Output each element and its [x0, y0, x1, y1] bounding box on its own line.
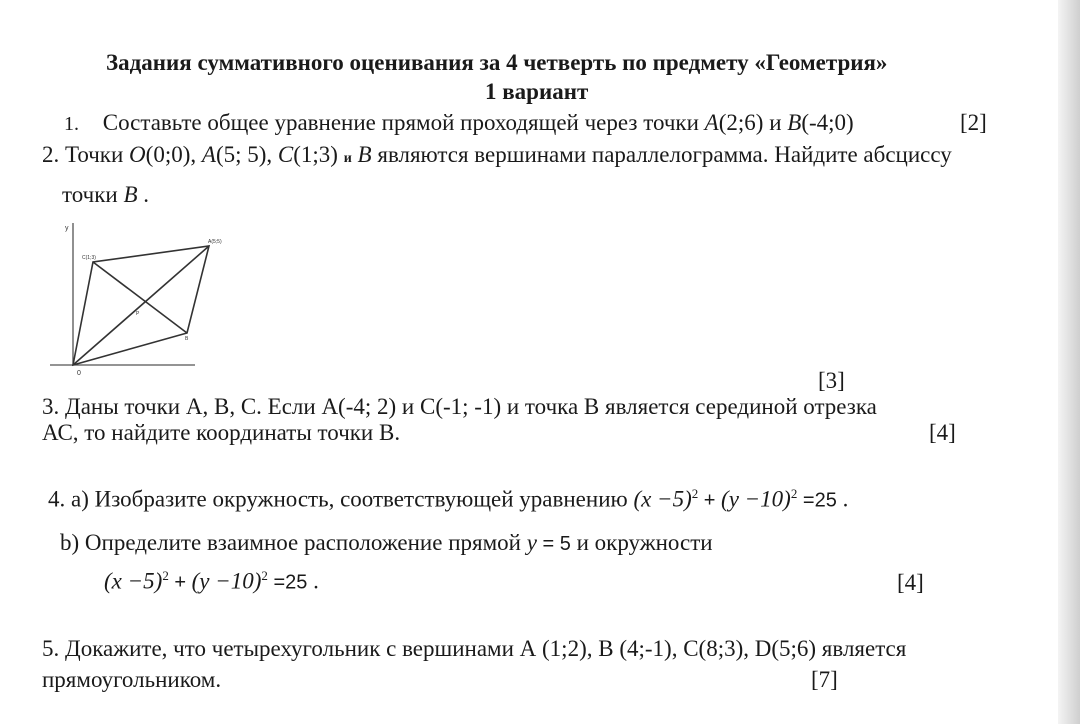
task-1-point-a: A [704, 110, 719, 135]
point-c-label: C(1;3) [82, 255, 96, 261]
point-p-label: P [136, 311, 140, 317]
task-4a [48, 486, 848, 513]
task-1-and: и [763, 110, 788, 135]
task-1-point-b: B [787, 110, 802, 135]
task-2-and: и [343, 151, 352, 166]
task-1 [64, 110, 854, 136]
task-5-line-2: прямоугольником. [42, 667, 222, 692]
task-4b-text: b) Определите взаимное расположение прямой [60, 530, 527, 555]
task-4b-eq: = 5 [536, 533, 571, 555]
task-2-point-a: A [201, 142, 216, 167]
task-3-line-1: 3. Даны точки А, В, С. Если А(-4; 2) и С(-1; -1) и точка В является серединой отрезка [42, 394, 877, 419]
task-4a-sup-x: 2 [691, 486, 699, 501]
task-4a-eq-value: =25 [797, 489, 837, 512]
task-1-point-a-coords: (2;6) [718, 110, 764, 135]
task-1-score: [2] [960, 110, 987, 135]
task-2-line-2-dot: . [137, 182, 150, 207]
page-edge [1058, 0, 1080, 724]
task-1-text: Составьте общее уравнение прямой проходящей через точки [102, 110, 705, 135]
task-4b-sup-x: 2 [162, 568, 169, 583]
task-2-line-2-text: точки [62, 182, 124, 207]
point-b-label: B [185, 336, 189, 342]
task-4b-equation [104, 568, 319, 595]
task-2-point-o-coords: (0;0), [145, 142, 202, 167]
task-2-point-c-coords: (1;3) [293, 142, 344, 167]
variant-label: 1 вариант [485, 79, 589, 104]
task-4b-plus: + [168, 571, 192, 594]
task-2-point-a-coords: (5; 5), [215, 142, 278, 167]
task-2-text-a: Точки [65, 142, 130, 167]
parallelogram-figure [40, 215, 230, 385]
origin-label: 0 [77, 370, 81, 377]
task-4b-eq-value: =25 [267, 571, 308, 594]
task-1-number: 1. [64, 113, 79, 135]
task-4a-text: 4. а) Изобразите окружность, соответствующей уравнению [48, 486, 634, 512]
task-2-text-b: являются вершинами параллелограмма. Найдите абсциссу [371, 142, 952, 167]
task-4a-eq-x: (x −5) [633, 486, 692, 512]
task-4-score: [4] [897, 570, 924, 595]
task-4a-dot: . [836, 486, 849, 512]
task-4b-y: y [526, 530, 537, 555]
task-2-line-2-point-b: B [123, 182, 138, 207]
task-4a-plus: + [698, 489, 722, 512]
task-4b [60, 530, 713, 556]
task-4b-eq-x: (x −5) [104, 568, 163, 594]
task-4b-eq-y: (y −10) [191, 568, 262, 594]
task-2-line-2 [62, 182, 149, 208]
worksheet-title: Задания суммативного оценивания за 4 четверть по предмету «Геометрия» [106, 50, 888, 75]
task-4a-sup-y: 2 [790, 486, 798, 501]
task-3-line-2: АС, то найдите координаты точки В. [42, 420, 401, 445]
point-a-label: A(5;5) [208, 239, 222, 245]
task-4b-sup-y: 2 [261, 568, 268, 583]
y-axis-label: y [65, 225, 69, 232]
task-2-point-c: C [277, 142, 294, 167]
task-4b-rest: и окружности [570, 530, 713, 555]
task-3-score: [4] [929, 420, 956, 445]
task-4b-dot: . [307, 568, 319, 594]
task-1-point-b-coords: (-4;0) [801, 110, 854, 135]
task-4a-eq-y: (y −10) [721, 486, 791, 512]
task-2-line-1 [42, 142, 952, 168]
task-5-score: [7] [811, 667, 838, 692]
task-2-point-o: O [129, 142, 146, 167]
diagonal-cb [93, 262, 187, 333]
task-5-line-1: 5. Докажите, что четырехугольник с вершинами А (1;2), В (4;-1), С(8;3), D(5;6) является [42, 636, 907, 661]
task-2-score: [3] [818, 368, 845, 393]
task-2-point-b: B [357, 142, 372, 167]
task-2-number: 2. [42, 142, 65, 167]
